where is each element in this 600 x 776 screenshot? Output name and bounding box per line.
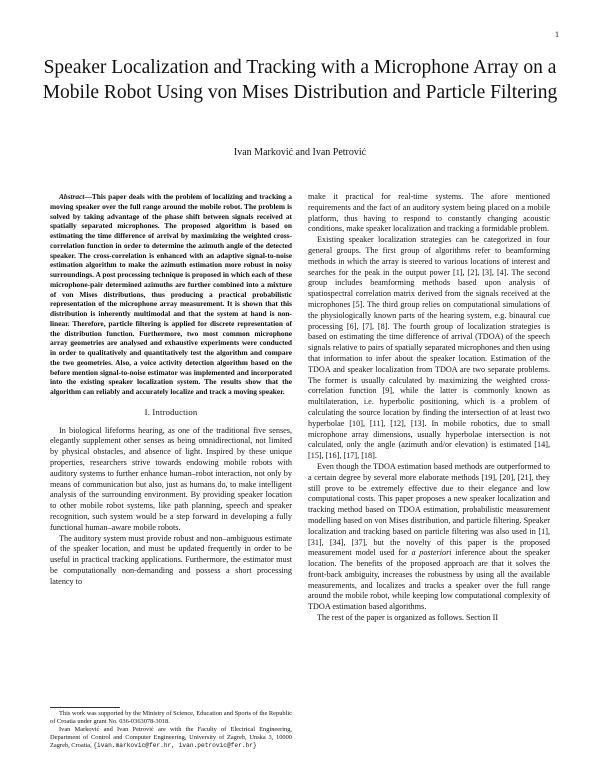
footnote-affiliation-text: Ivan Marković and Ivan Petrović are with the Faculty of Electrical Engineering, Department of Control and Computer Engineering, University of Zagreb, Unska 3, 10000 Zagreb, Croatia, — [50, 726, 292, 749]
intro-paragraph-1: In biological lifeforms hearing, as one of the traditional five senses, elegantly supplement other senses as being omnidirectional, not limited by physical obstacles, and absence of light. Inspired by these unique properties, researchers strive towards endowing mobile robots with auditory systems to further enhance human–robot interaction, not only by means of communication but also, just as humans do, to make intelligent analysis of the surrounding environment. By providing speaker location to other mobile robot systems, like path planning, speech and speaker recognition, such system would be a step forward in developing a fully functional human–aware mobile robots. — [50, 425, 292, 532]
author-line: Ivan Marković and Ivan Petrović — [233, 147, 367, 158]
paper-title: Speaker Localization and Tracking with a Microphone Array on a Mobile Robot Using von Mises Distribution and Particle Filtering — [42, 57, 558, 103]
right-paragraph-3 — [308, 462, 550, 613]
abstract-text: This paper deals with the problem of localizing and tracking a moving speaker over the full range around the mobile robot. The problem is solved by taking advantage of the phase shift between signals received at spatially separated microphones. The proposed algorithm is based on estimating the time difference of arrival by maximizing the weighted cross-correlation function in order to determine the azimuth angle of the detected speaker. The cross-correlation is enhanced with an adaptive signal-to-noise estimation algorithm to make the azimuth estimation more robust in noisy surroundings. A post processing technique is proposed in which each of these microphone-pair determined azimuths are further combined into a mixture of von Mises distributions, thus producing a practical probabilistic representation of the microphone array measurement. It is shown that this distribution is inherently multimodal and that the system at hand is non-linear. Therefore, particle filtering is applied for discrete representation of the distribution function. Furthermore, two most common microphone array geometries are analysed and exhaustive experiments were conducted in order to qualitatively and quantitatively test the algorithm and compare the two geometries. Also, a voice activity detection algorithm based on the before mention signal-to-noise estimator was implemented and incorporated into the existing speaker localization system. The results show that the algorithm can reliably and accurately localize and track a moving speaker. — [50, 192, 292, 396]
right-column — [308, 192, 550, 624]
right-paragraph-2: Existing speaker localization strategies can be categorized in four general groups. The first group of algorithms refer to beamforming methods in which the array is steered to various locations of interest and searches for the peak in the output power [1], [2], [3], [4]. The second group includes beamforming methods based upon analysis of spatiospectral correlation matrix derived from the signals received at the microphones [5]. The third group relies on computational simulations of the physiologically known parts of the hearing system, e.g. binaural cue processing [6], [7], [8]. The fourth group of localization strategies is based on estimating the time difference of arrival (TDOA) of the speech signals relative to pairs of spatially separated microphones and then using that information to infer about the speaker location. Estimation of the TDOA and speaker localization from TDOA are two separate problems. The former is usually calculated by maximizing the weighted cross-correlation function [9], while the latter is commonly known as multilateration, i.e. hyperbolic positioning, which is a problem of calculating the source location by finding the intersection of at least two hyperbolae [10], [11], [12], [13]. In mobile robotics, due to small microphone array dimensions, usually hyperbolae intersection is not calculated, only the angle (azimuth and/or elevation) is estimated [14], [15], [16], [17], [18]. — [308, 235, 550, 461]
footnotes — [50, 710, 292, 750]
section-heading-introduction: I. Introduction — [144, 406, 198, 417]
abstract-dash: — — [84, 192, 92, 201]
left-column — [50, 192, 292, 588]
footnote-funding: This work was supported by the Ministry of Science, Education and Sports of the Republic of Croatia under grant No. 036-0363078-3018. — [50, 710, 292, 725]
right-paragraph-4: The rest of the paper is organized as follows. Section II — [317, 613, 499, 623]
right-paragraph-1: make it practical for real-time systems. The afore mentioned requirements and the fact of an auditory system being placed on a mobile platform, thus having to respond to constantly changing acoustic conditions, make speaker localization and tracking a formidable problem. — [308, 192, 550, 234]
right-paragraph-3-start: Even though the TDOA estimation based methods are outperformed to a certain degree by several more elaborate methods [19], [20], [21], they still prove to be extremely effective due to their elegance and low computational costs. This paper proposes a new speaker localization and tracking method based on TDOA estimation, probabilistic measurement modelling based on von Mises distribution, and particle filtering. Speaker localization and tracking based on particle filtering was also used in [1], [31], [34], [37], but the novelty of this paper is the proposed measurement model used for — [308, 461, 550, 558]
intro-paragraph-2: The auditory system must provide robust and non–ambiguous estimate of the speaker location, and must be updated frequently in order to be useful in practical tracking applications. Furthermore, the estimator must be computationally non-demanding and possess a short processing latency to — [50, 533, 292, 586]
footnote-emails: {ivan.markovic@fer.hr, ivan.petrovic@fer.hr} — [93, 742, 257, 749]
a-posteriori-term: a posteriori — [411, 548, 452, 558]
right-paragraph-3-end: inference about the speaker location. The benefits of the proposed approach are that it solves the front-back ambiguity, increases the robustness by using all the available measurements, and localizes and tracks a speaker over the full range around the mobile robot, while keeping low computational complexity of TDOA estimation based algorithms. — [308, 548, 550, 612]
abstract-label: Abstract — [59, 192, 85, 201]
abstract — [50, 192, 292, 397]
page-number: 1 — [555, 30, 559, 39]
footnote-affiliation — [50, 726, 292, 750]
footnote-rule — [50, 707, 120, 708]
